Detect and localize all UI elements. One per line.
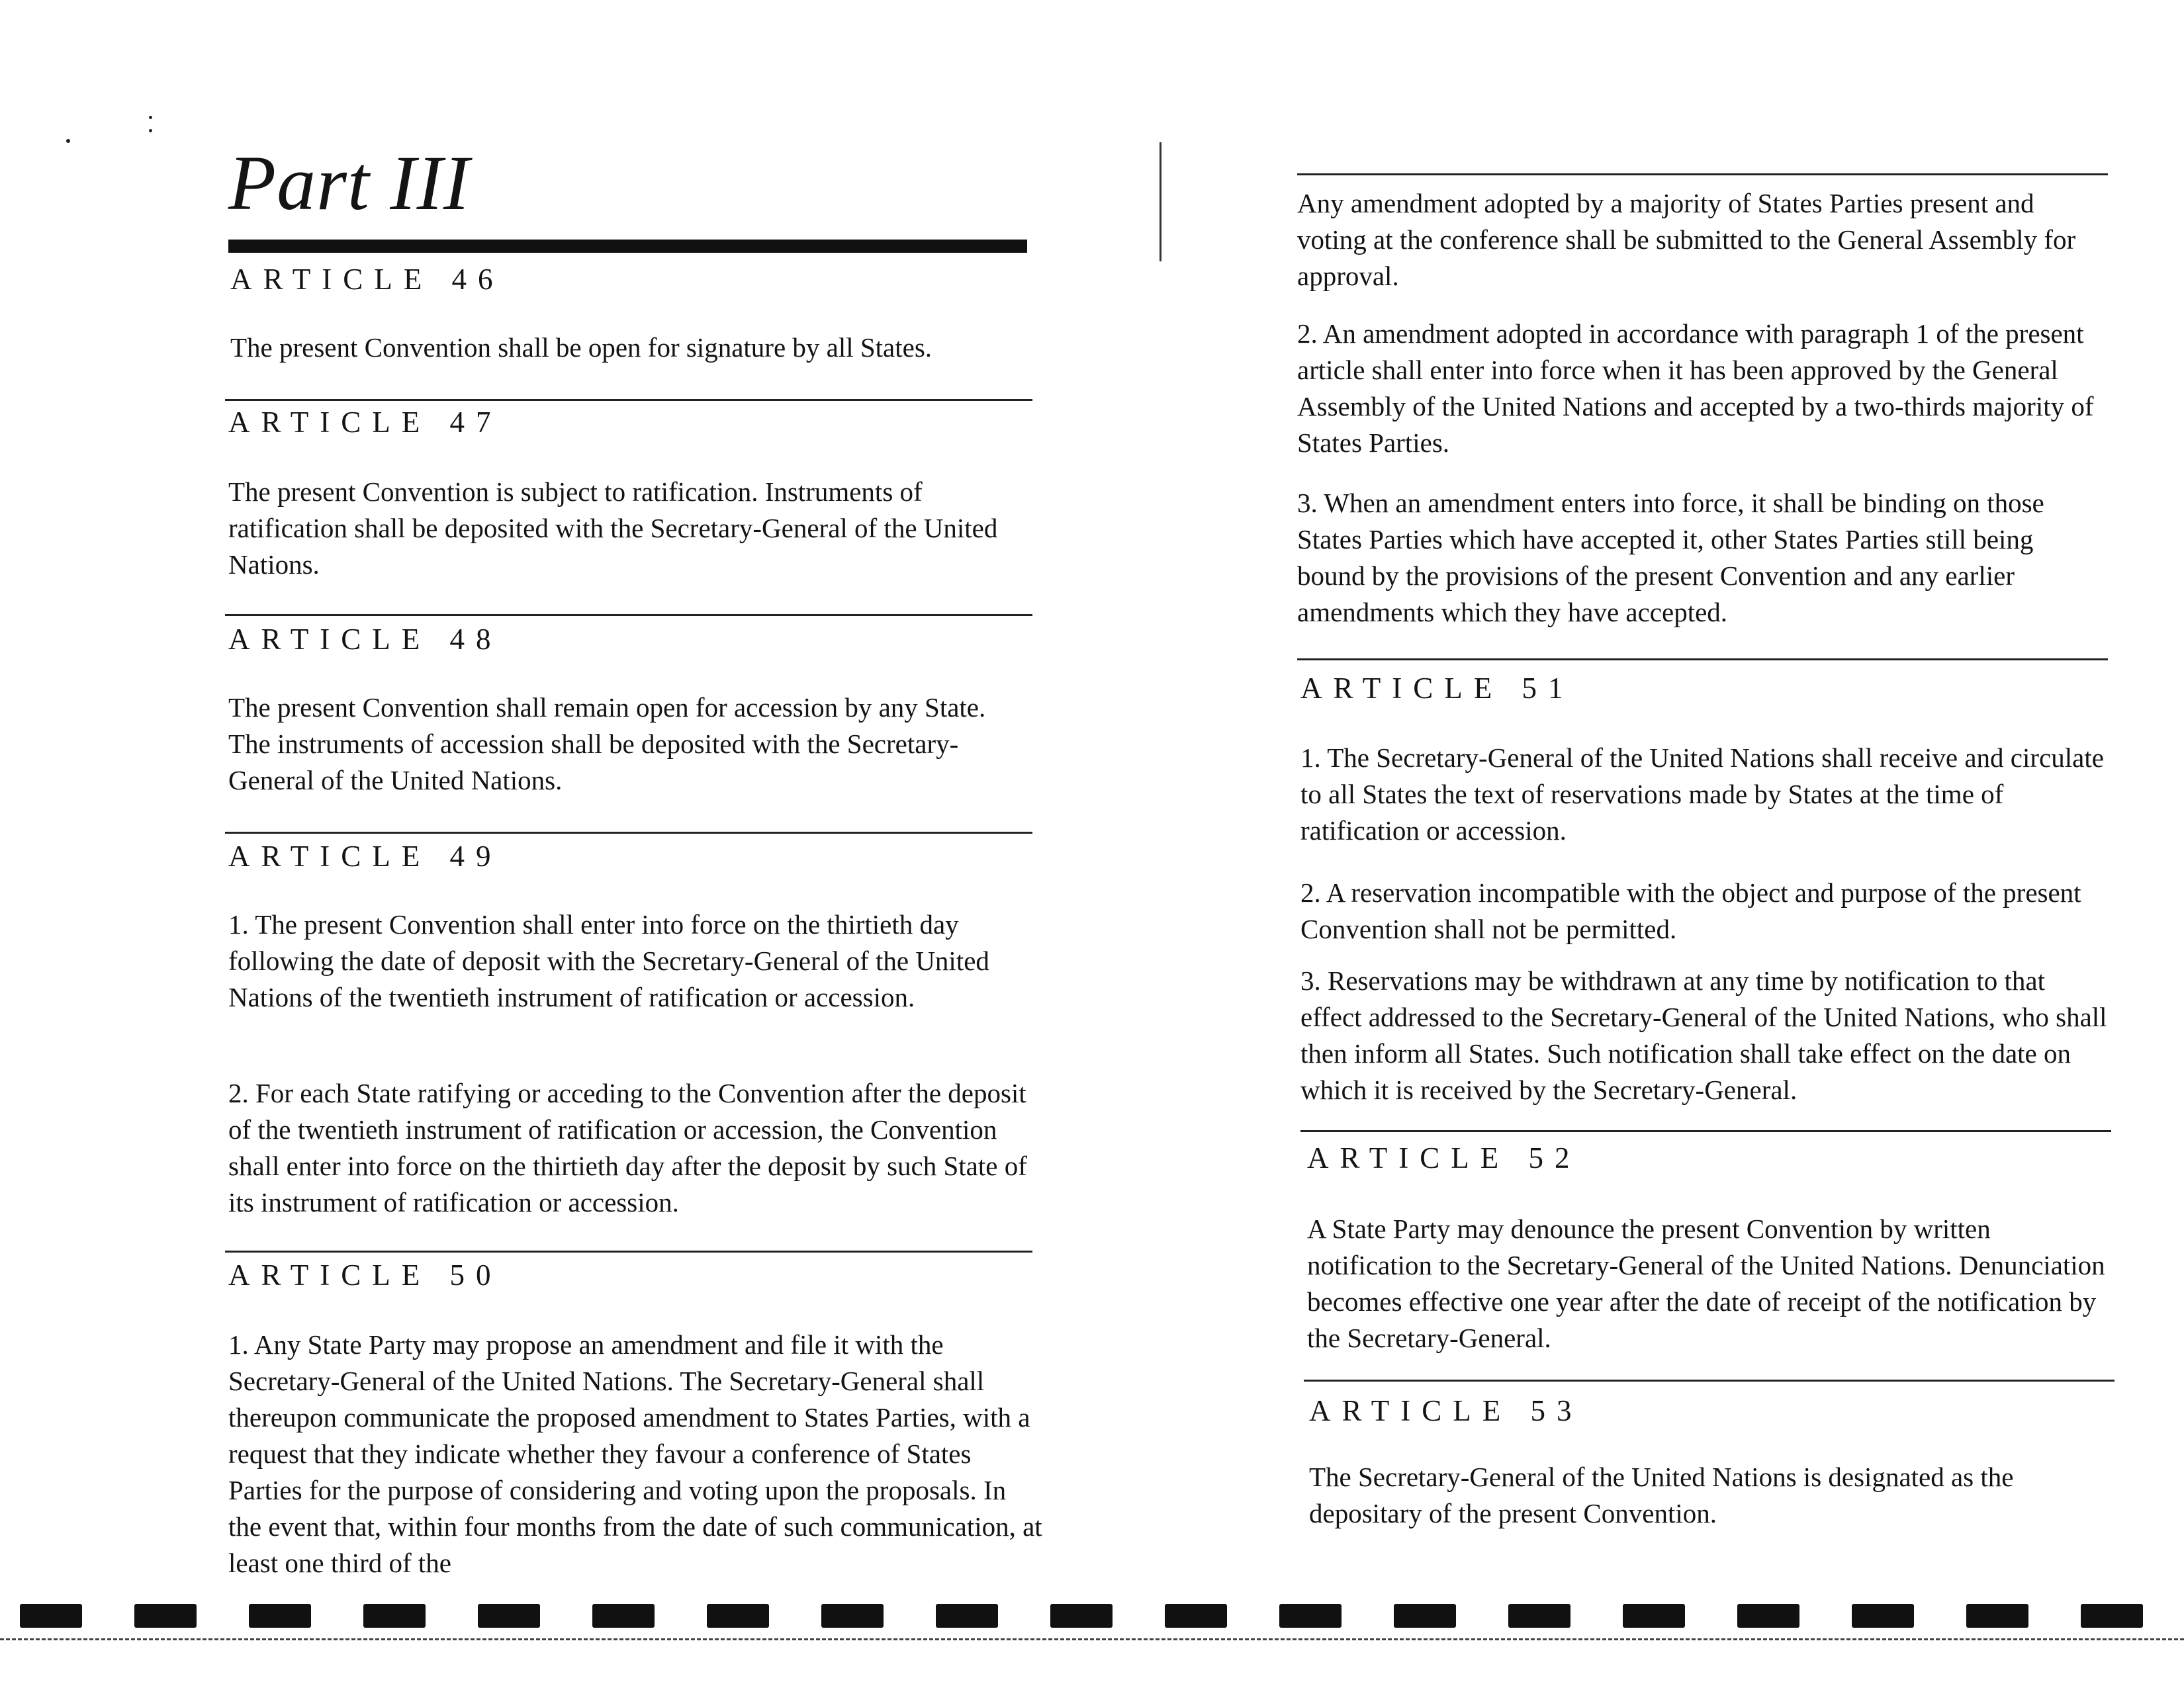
- perforation-hole: [592, 1604, 655, 1628]
- perforation-hole: [134, 1604, 197, 1628]
- perforation-hole: [1050, 1604, 1113, 1628]
- scan-speck: [149, 116, 152, 119]
- binding-edge: [1160, 142, 1161, 261]
- article-46-heading: ARTICLE 46: [230, 263, 504, 296]
- perforation-line: [0, 1638, 2184, 1642]
- divider: [1304, 1380, 2115, 1382]
- perforation-hole: [478, 1604, 540, 1628]
- perforation-hole: [363, 1604, 426, 1628]
- perforation-hole: [936, 1604, 998, 1628]
- scan-speck: [66, 139, 70, 143]
- article-53-text: The Secretary-General of the United Nations is designated as the depositary of the present Convention.: [1309, 1462, 2014, 1528]
- article-50-paragraph-1: 1. Any State Party may propose an amendment and file it with the Secretary-General of the United Nations. The Secretary-General shall thereupon communicate the proposed amendment to States Parties, with a request that they indicate whether they favour a conference of States Parties for the purpose of considering and voting upon the proposals. In the event that, within four months from the date of such communication, at least one third of the: [228, 1329, 1042, 1578]
- divider: [225, 614, 1032, 616]
- part-title-rule: [228, 240, 1027, 253]
- perforation-hole: [1623, 1604, 1685, 1628]
- scan-speck: [149, 129, 152, 132]
- article-52-heading: ARTICLE 52: [1307, 1141, 1581, 1174]
- article-49-paragraph-2: 2. For each State ratifying or acceding to the Convention after the deposit of the twentieth instrument of ratification or accession, the Convention shall enter into force on the thirtieth day after the deposit by such State of its instrument of ratification or accession.: [228, 1078, 1027, 1217]
- perforation-hole: [1165, 1604, 1227, 1628]
- perforation-hole: [1508, 1604, 1570, 1628]
- article-50-continued-text: Any amendment adopted by a majority of States Parties present and voting at the conference shall be submitted to the General Assembly for approval.: [1297, 188, 2076, 291]
- divider: [225, 1251, 1032, 1253]
- divider: [1297, 173, 2108, 175]
- perforation-hole: [1394, 1604, 1456, 1628]
- article-51-paragraph-3: 3. Reservations may be withdrawn at any time by notification to that effect addressed to the Secretary-General of the United Nations, who shall then inform all States. Such notification shall take effect on the date on which it is received by the Secretary-General.: [1300, 965, 2107, 1105]
- article-50-heading: ARTICLE 50: [228, 1259, 502, 1292]
- article-46-text: The present Convention shall be open for signature by all States.: [230, 332, 933, 363]
- article-52-text: A State Party may denounce the present Convention by written notification to the Secretary-General of the United Nations. Denunciation becomes effective one year after the date of receipt of the notification by the Secretary-General.: [1307, 1214, 2105, 1353]
- perforation-hole: [707, 1604, 769, 1628]
- divider: [225, 399, 1032, 401]
- divider: [1300, 1130, 2111, 1132]
- perforation-hole: [1279, 1604, 1342, 1628]
- perforation-hole: [20, 1604, 82, 1628]
- article-53-heading: ARTICLE 53: [1309, 1394, 1583, 1427]
- perforation-hole: [1737, 1604, 1799, 1628]
- article-50-paragraph-2: 2. An amendment adopted in accordance with paragraph 1 of the present article shall enter into force when it has been approved by the General Assembly of the United Nations and accepted by a two-thirds majority of States Parties.: [1297, 318, 2094, 458]
- perforation-hole: [2081, 1604, 2143, 1628]
- article-51-paragraph-1: 1. The Secretary-General of the United Nations shall receive and circulate to all States the text of reservations made by States at the time of ratification or accession.: [1300, 742, 2104, 846]
- article-51-paragraph-2: 2. A reservation incompatible with the object and purpose of the present Convention shall not be permitted.: [1300, 877, 2081, 944]
- part-title: Part III: [228, 140, 471, 226]
- divider: [1297, 658, 2108, 660]
- article-47-text: The present Convention is subject to ratification. Instruments of ratification shall be deposited with the Secretary-General of the United Nations.: [228, 476, 998, 580]
- perforation-hole: [821, 1604, 884, 1628]
- article-49-heading: ARTICLE 49: [228, 840, 502, 873]
- divider: [225, 832, 1032, 834]
- article-49-paragraph-1: 1. The present Convention shall enter into force on the thirtieth day following the date of deposit with the Secretary-General of the United Nations of the twentieth instrument of ratification or accession.: [228, 909, 989, 1012]
- perforation-hole: [1852, 1604, 1914, 1628]
- article-51-heading: ARTICLE 51: [1300, 672, 1574, 705]
- article-48-text: The present Convention shall remain open for accession by any State. The instruments of accession shall be deposited with the Secretary-General of the United Nations.: [228, 692, 986, 795]
- article-48-heading: ARTICLE 48: [228, 623, 502, 656]
- article-47-heading: ARTICLE 47: [228, 406, 502, 439]
- perforation-hole: [1966, 1604, 2028, 1628]
- perforation-hole: [249, 1604, 311, 1628]
- article-50-paragraph-3: 3. When an amendment enters into force, it shall be binding on those States Parties which have accepted it, other States Parties still being bound by the provisions of the present Convention and any earlier amendments which they have accepted.: [1297, 488, 2044, 627]
